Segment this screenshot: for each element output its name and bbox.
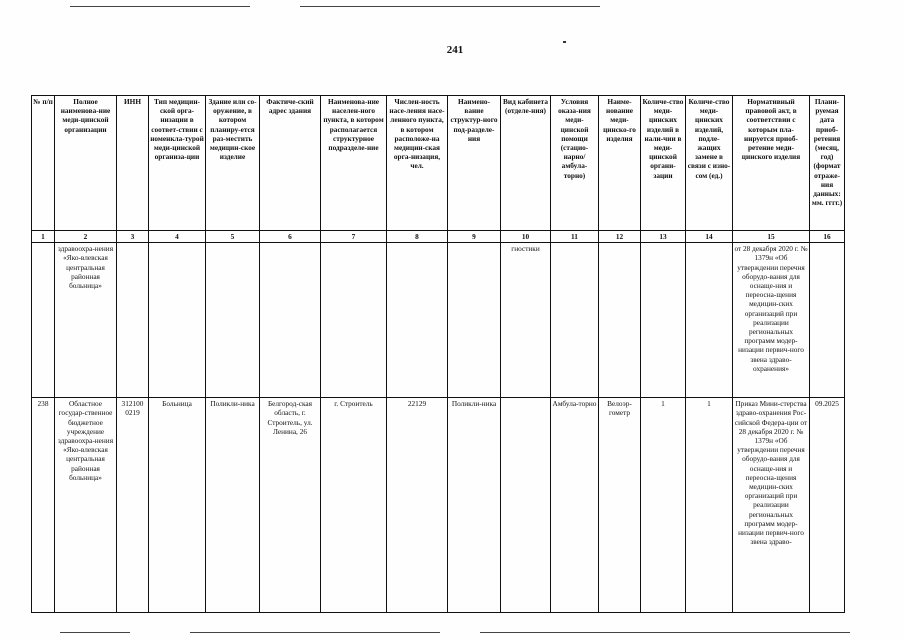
cell-legal-act: Приказ Мини-стерства здраво-охранения Рос-сийской Федера-ции от 28 декабря 2020 г. № 1379н «Об утверждении перечня оборудо-вания для оснаще-ния и переосна-щения медицин-ских организаций при реализации региональных программ модер-низации первич-ного звена здраво- [733,398,810,613]
column-number: 5 [206,231,260,243]
column-number-row [32,231,845,243]
column-number: 2 [55,231,117,243]
column-number: 14 [686,231,733,243]
header-cell: Числен-ность насе-ления насе-ленного пункта, в котором расположе-на медицин-ская орга-низация, чел. [387,96,448,231]
cell-legal-act: от 28 декабря 2020 г. № 1379н «Об утверждении перечня оборудо-вания для оснаще-ния и переосна-щения медицин-ских организаций при реализации региональных программ модер-низации первич-ного звена здраво-охранения» [733,243,810,398]
column-number: 8 [387,231,448,243]
cell-address: Белгород-ская область, г. Строитель, ул. Ленина, 26 [260,398,321,613]
cell-type [149,243,206,398]
header-cell: Здание или со-оружение, в котором планиру-ется раз-местить медицин-ское изделие [206,96,260,231]
cell-qty-available: 1 [641,398,686,613]
cell-date [810,243,845,398]
column-number: 6 [260,231,321,243]
cell-inn [117,243,149,398]
cell-qty-replace [686,243,733,398]
header-row [32,96,845,231]
header-cell: Тип медицин-ской орга-низации в соответ-ствии с номенкла-турой меди-цинской организа-ции [149,96,206,231]
cell-settlement [321,243,387,398]
scan-line-top [70,6,250,7]
cell-cabinet: гностики [501,243,551,398]
column-number: 12 [599,231,641,243]
column-number: 16 [810,231,845,243]
header-cell: Наиме-нование меди-цинско-го изделия [599,96,641,231]
cell-cabinet [501,398,551,613]
header-cell: Плани-руемая дата приоб-ретения (месяц, год) (формат отраже-ния данных: мм. гггг.) [810,96,845,231]
cell-building [206,243,260,398]
header-cell: № п/п [32,96,55,231]
column-number: 9 [448,231,501,243]
column-number: 13 [641,231,686,243]
scan-line-bottom-mid [190,632,440,633]
column-number: 11 [551,231,599,243]
header-cell: Количе-ство меди-цинских изделий, подле-жащих замене в связи с изно-сом (ед.) [686,96,733,231]
header-cell: Полное наименова-ние меди-цинской организации [55,96,117,231]
cell-num: 238 [32,398,55,613]
cell-org: Областное государ-ственное бюджетное учреждение здравоохра-нения «Яко-влевская центральная районная больница» [55,398,117,613]
cell-qty-available [641,243,686,398]
header-cell: Наименова-ние населен-ного пункта, в котором располагается структурное подразделе-ние [321,96,387,231]
table-row [32,398,845,613]
cell-settlement: г. Строитель [321,398,387,613]
cell-num [32,243,55,398]
column-number: 10 [501,231,551,243]
column-number: 7 [321,231,387,243]
column-number: 1 [32,231,55,243]
cell-device [599,243,641,398]
scan-mark [563,41,566,43]
column-number: 4 [149,231,206,243]
cell-org: здравоохра-нения «Яко-влевская центральная районная больница» [55,243,117,398]
cell-population [387,243,448,398]
registry-table [31,95,845,613]
header-cell: ИНН [117,96,149,231]
scan-line-bottom-right [480,632,850,633]
cell-inn: 312100 0219 [117,398,149,613]
cell-address [260,243,321,398]
scan-line-top-right [300,6,600,7]
header-cell: Фактиче-ский адрес здания [260,96,321,231]
cell-date: 09.2025 [810,398,845,613]
cell-type: Больница [149,398,206,613]
cell-population: 22129 [387,398,448,613]
header-cell: Количе-ство меди-цинских изделий в нали-чии в меди-цинской органи-зации [641,96,686,231]
page-number: 241 [446,44,464,56]
header-cell: Вид кабинета (отделе-ния) [501,96,551,231]
header-cell: Нормативный правовой акт, в соответствии с которым пла-нируется приоб-ретение меди-цинского изделия [733,96,810,231]
table-row [32,243,845,398]
scan-line-bottom [60,632,130,633]
header-cell: Наимено-вание структур-ного под-разделе-ния [448,96,501,231]
cell-device: Велоэр-гометр [599,398,641,613]
header-cell: Условия оказа-ния меди-цинской помощи (стацио-нарно/ амбула-торно) [551,96,599,231]
column-number: 15 [733,231,810,243]
cell-subdivision: Поликли-ника [448,398,501,613]
cell-building: Поликли-ника [206,398,260,613]
cell-subdivision [448,243,501,398]
cell-conditions: Амбула-торно [551,398,599,613]
column-number: 3 [117,231,149,243]
cell-conditions [551,243,599,398]
cell-qty-replace: 1 [686,398,733,613]
